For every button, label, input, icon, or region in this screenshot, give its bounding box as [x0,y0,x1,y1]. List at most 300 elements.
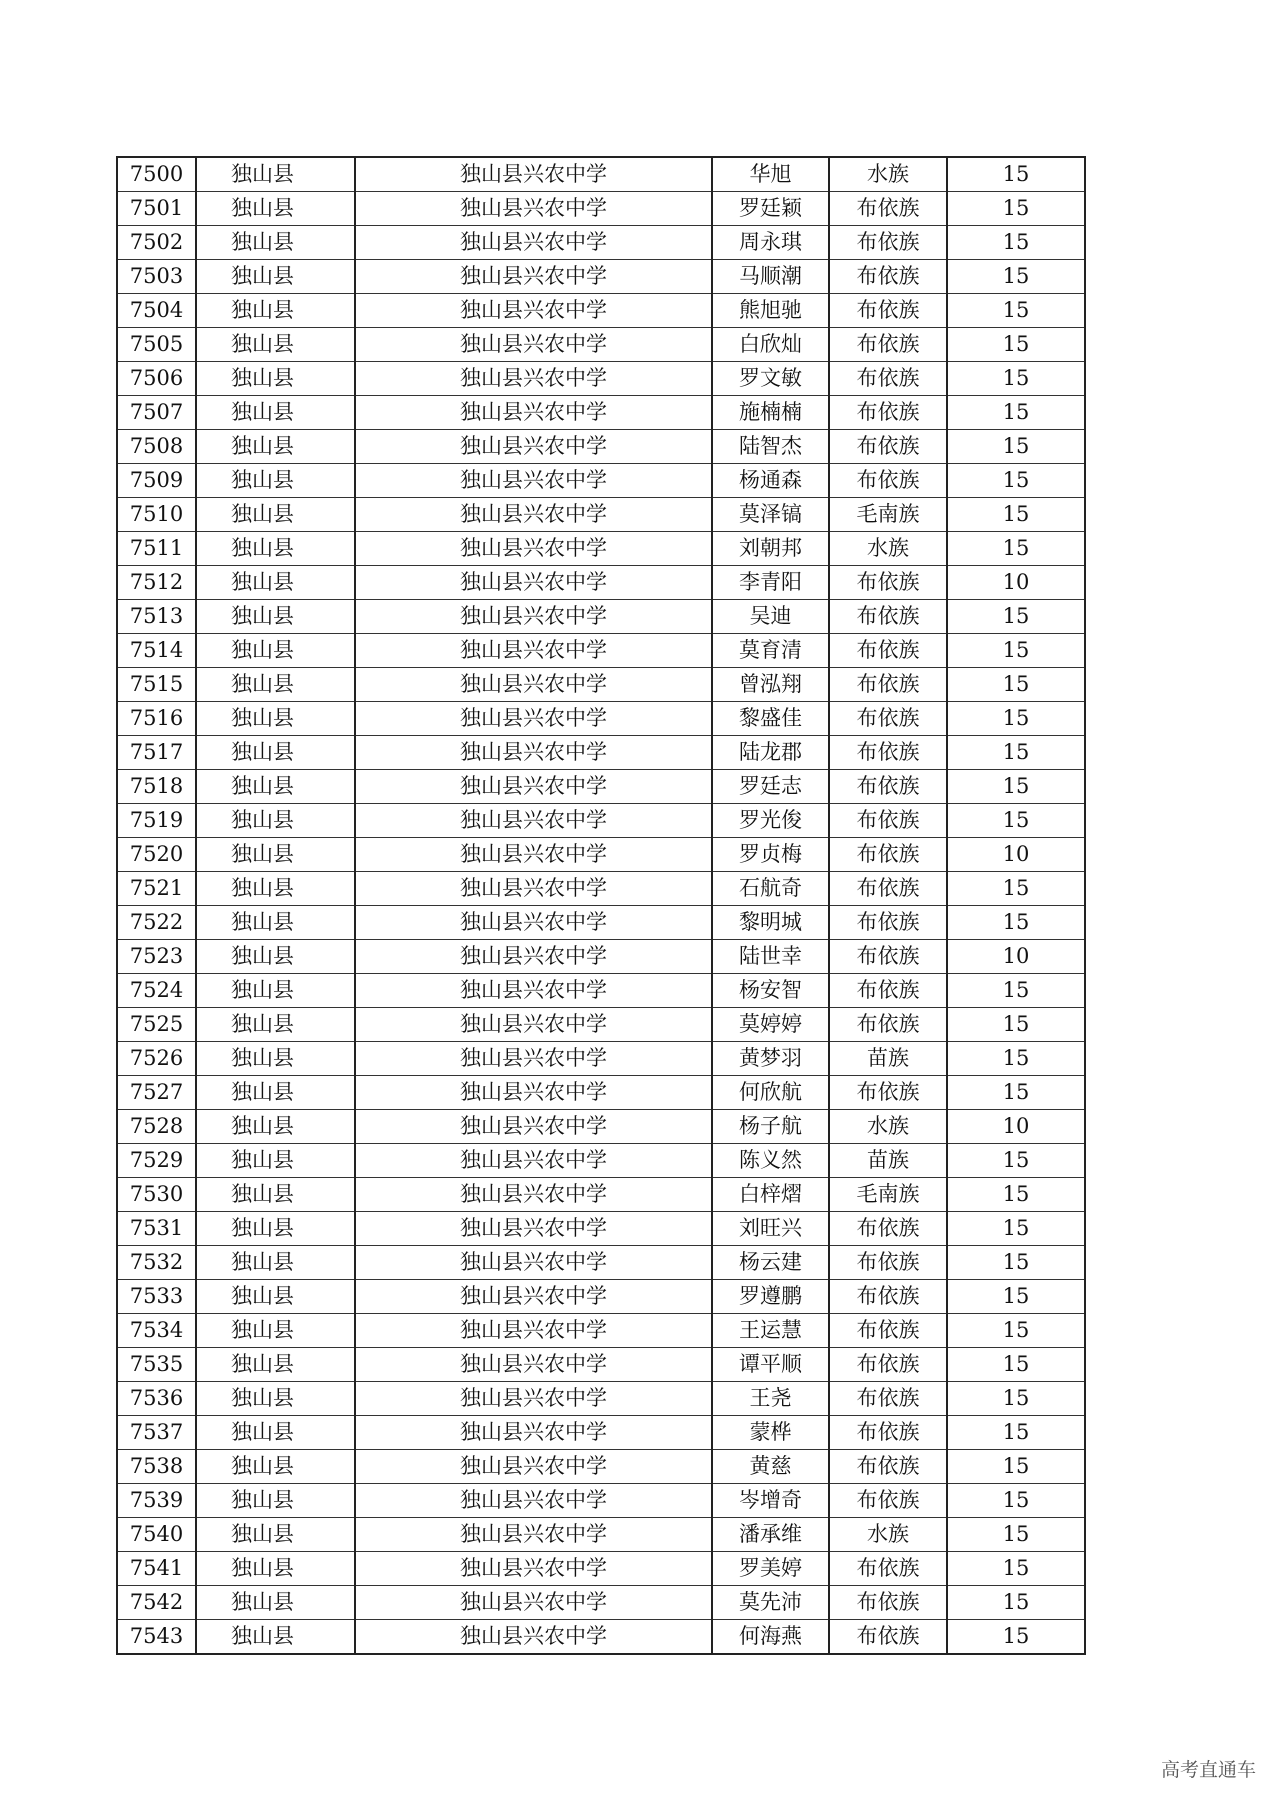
roster-table-body [117,157,1085,1654]
county-cell: 独山县 [196,1620,355,1655]
row-number-cell: 7513 [117,600,196,634]
score-cell: 15 [947,362,1085,396]
table-row [117,430,1085,464]
row-number-cell: 7541 [117,1552,196,1586]
ethnicity-cell: 毛南族 [829,498,947,532]
score-cell: 15 [947,464,1085,498]
county-cell: 独山县 [196,1144,355,1178]
ethnicity-cell: 布依族 [829,1280,947,1314]
school-cell: 独山县兴农中学 [355,1042,712,1076]
score-cell: 15 [947,736,1085,770]
ethnicity-cell: 布依族 [829,1484,947,1518]
student-name-cell: 白欣灿 [712,328,829,362]
ethnicity-cell: 布依族 [829,838,947,872]
school-cell: 独山县兴农中学 [355,1450,712,1484]
ethnicity-cell: 苗族 [829,1042,947,1076]
school-cell: 独山县兴农中学 [355,566,712,600]
table-row [117,1620,1085,1655]
ethnicity-cell: 布依族 [829,1008,947,1042]
ethnicity-cell: 布依族 [829,770,947,804]
row-number-cell: 7537 [117,1416,196,1450]
county-cell: 独山县 [196,804,355,838]
score-cell: 15 [947,1382,1085,1416]
school-cell: 独山县兴农中学 [355,1280,712,1314]
student-name-cell: 陆世幸 [712,940,829,974]
table-row [117,1212,1085,1246]
school-cell: 独山县兴农中学 [355,1620,712,1655]
school-cell: 独山县兴农中学 [355,294,712,328]
school-cell: 独山县兴农中学 [355,532,712,566]
score-cell: 15 [947,1484,1085,1518]
county-cell: 独山县 [196,1314,355,1348]
school-cell: 独山县兴农中学 [355,1382,712,1416]
student-name-cell: 杨云建 [712,1246,829,1280]
score-cell: 15 [947,634,1085,668]
student-name-cell: 马顺潮 [712,260,829,294]
table-row [117,872,1085,906]
ethnicity-cell: 毛南族 [829,1178,947,1212]
table-row [117,532,1085,566]
student-name-cell: 白梓熠 [712,1178,829,1212]
row-number-cell: 7539 [117,1484,196,1518]
score-cell: 15 [947,974,1085,1008]
school-cell: 独山县兴农中学 [355,838,712,872]
ethnicity-cell: 布依族 [829,566,947,600]
table-row [117,1246,1085,1280]
county-cell: 独山县 [196,736,355,770]
table-row [117,1076,1085,1110]
county-cell: 独山县 [196,1586,355,1620]
ethnicity-cell: 布依族 [829,736,947,770]
table-row [117,702,1085,736]
ethnicity-cell: 布依族 [829,1620,947,1655]
student-name-cell: 刘旺兴 [712,1212,829,1246]
student-name-cell: 石航奇 [712,872,829,906]
ethnicity-cell: 苗族 [829,1144,947,1178]
score-cell: 15 [947,294,1085,328]
ethnicity-cell: 布依族 [829,872,947,906]
county-cell: 独山县 [196,260,355,294]
table-row [117,770,1085,804]
row-number-cell: 7531 [117,1212,196,1246]
score-cell: 15 [947,498,1085,532]
score-cell: 15 [947,1212,1085,1246]
county-cell: 独山县 [196,906,355,940]
school-cell: 独山县兴农中学 [355,1484,712,1518]
school-cell: 独山县兴农中学 [355,464,712,498]
school-cell: 独山县兴农中学 [355,600,712,634]
table-row [117,396,1085,430]
county-cell: 独山县 [196,1076,355,1110]
ethnicity-cell: 布依族 [829,430,947,464]
student-name-cell: 莫育清 [712,634,829,668]
student-name-cell: 罗美婷 [712,1552,829,1586]
student-name-cell: 罗廷颖 [712,192,829,226]
score-cell: 15 [947,1144,1085,1178]
table-row [117,634,1085,668]
school-cell: 独山县兴农中学 [355,1008,712,1042]
ethnicity-cell: 水族 [829,157,947,192]
row-number-cell: 7507 [117,396,196,430]
row-number-cell: 7535 [117,1348,196,1382]
table-row [117,1450,1085,1484]
county-cell: 独山县 [196,1484,355,1518]
row-number-cell: 7512 [117,566,196,600]
ethnicity-cell: 布依族 [829,702,947,736]
row-number-cell: 7500 [117,157,196,192]
score-cell: 15 [947,157,1085,192]
county-cell: 独山县 [196,1348,355,1382]
score-cell: 15 [947,702,1085,736]
score-cell: 15 [947,1280,1085,1314]
county-cell: 独山县 [196,770,355,804]
table-row [117,1110,1085,1144]
student-name-cell: 杨安智 [712,974,829,1008]
school-cell: 独山县兴农中学 [355,1110,712,1144]
score-cell: 15 [947,1620,1085,1655]
table-row [117,940,1085,974]
ethnicity-cell: 布依族 [829,1076,947,1110]
school-cell: 独山县兴农中学 [355,736,712,770]
ethnicity-cell: 布依族 [829,1348,947,1382]
county-cell: 独山县 [196,464,355,498]
row-number-cell: 7530 [117,1178,196,1212]
ethnicity-cell: 水族 [829,1518,947,1552]
table-row [117,1144,1085,1178]
table-row [117,1348,1085,1382]
row-number-cell: 7503 [117,260,196,294]
student-name-cell: 曾泓翔 [712,668,829,702]
county-cell: 独山县 [196,1552,355,1586]
student-name-cell: 熊旭驰 [712,294,829,328]
student-name-cell: 吴迪 [712,600,829,634]
row-number-cell: 7506 [117,362,196,396]
ethnicity-cell: 布依族 [829,226,947,260]
score-cell: 10 [947,1110,1085,1144]
table-row [117,974,1085,1008]
ethnicity-cell: 布依族 [829,1450,947,1484]
table-row [117,192,1085,226]
county-cell: 独山县 [196,1008,355,1042]
table-row [117,1280,1085,1314]
table-row [117,736,1085,770]
county-cell: 独山县 [196,226,355,260]
row-number-cell: 7516 [117,702,196,736]
student-name-cell: 莫婷婷 [712,1008,829,1042]
row-number-cell: 7522 [117,906,196,940]
ethnicity-cell: 水族 [829,532,947,566]
table-row [117,362,1085,396]
score-cell: 10 [947,838,1085,872]
row-number-cell: 7502 [117,226,196,260]
row-number-cell: 7525 [117,1008,196,1042]
row-number-cell: 7527 [117,1076,196,1110]
ethnicity-cell: 布依族 [829,260,947,294]
school-cell: 独山县兴农中学 [355,362,712,396]
table-row [117,328,1085,362]
ethnicity-cell: 布依族 [829,1314,947,1348]
county-cell: 独山县 [196,1110,355,1144]
student-name-cell: 何欣航 [712,1076,829,1110]
score-cell: 15 [947,328,1085,362]
table-row [117,1314,1085,1348]
county-cell: 独山县 [196,498,355,532]
ethnicity-cell: 布依族 [829,464,947,498]
county-cell: 独山县 [196,872,355,906]
score-cell: 15 [947,1076,1085,1110]
ethnicity-cell: 布依族 [829,1246,947,1280]
student-name-cell: 潘承维 [712,1518,829,1552]
row-number-cell: 7523 [117,940,196,974]
student-name-cell: 罗贞梅 [712,838,829,872]
school-cell: 独山县兴农中学 [355,668,712,702]
row-number-cell: 7519 [117,804,196,838]
student-name-cell: 罗遵鹏 [712,1280,829,1314]
school-cell: 独山县兴农中学 [355,260,712,294]
score-cell: 15 [947,1348,1085,1382]
county-cell: 独山县 [196,634,355,668]
roster-table [116,156,1086,1655]
student-name-cell: 何海燕 [712,1620,829,1655]
row-number-cell: 7501 [117,192,196,226]
table-row [117,1382,1085,1416]
score-cell: 15 [947,770,1085,804]
student-name-cell: 杨通森 [712,464,829,498]
county-cell: 独山县 [196,1416,355,1450]
score-cell: 15 [947,226,1085,260]
row-number-cell: 7542 [117,1586,196,1620]
score-cell: 15 [947,1178,1085,1212]
table-row [117,1042,1085,1076]
row-number-cell: 7543 [117,1620,196,1655]
county-cell: 独山县 [196,430,355,464]
student-name-cell: 蒙桦 [712,1416,829,1450]
school-cell: 独山县兴农中学 [355,872,712,906]
row-number-cell: 7514 [117,634,196,668]
student-name-cell: 黄梦羽 [712,1042,829,1076]
table-row [117,260,1085,294]
row-number-cell: 7518 [117,770,196,804]
ethnicity-cell: 布依族 [829,294,947,328]
score-cell: 15 [947,1042,1085,1076]
ethnicity-cell: 布依族 [829,804,947,838]
county-cell: 独山县 [196,600,355,634]
ethnicity-cell: 布依族 [829,668,947,702]
county-cell: 独山县 [196,362,355,396]
score-cell: 10 [947,940,1085,974]
student-name-cell: 刘朝邦 [712,532,829,566]
school-cell: 独山县兴农中学 [355,157,712,192]
county-cell: 独山县 [196,1178,355,1212]
student-name-cell: 谭平顺 [712,1348,829,1382]
ethnicity-cell: 布依族 [829,1382,947,1416]
school-cell: 独山县兴农中学 [355,974,712,1008]
student-name-cell: 李青阳 [712,566,829,600]
school-cell: 独山县兴农中学 [355,702,712,736]
score-cell: 15 [947,668,1085,702]
student-name-cell: 周永琪 [712,226,829,260]
score-cell: 15 [947,872,1085,906]
score-cell: 15 [947,804,1085,838]
table-row [117,294,1085,328]
student-name-cell: 罗廷志 [712,770,829,804]
student-name-cell: 陆智杰 [712,430,829,464]
school-cell: 独山县兴农中学 [355,1246,712,1280]
student-name-cell: 莫泽镐 [712,498,829,532]
school-cell: 独山县兴农中学 [355,804,712,838]
table-row [117,668,1085,702]
county-cell: 独山县 [196,1518,355,1552]
student-name-cell: 莫先沛 [712,1586,829,1620]
score-cell: 15 [947,1518,1085,1552]
row-number-cell: 7533 [117,1280,196,1314]
row-number-cell: 7528 [117,1110,196,1144]
ethnicity-cell: 布依族 [829,1416,947,1450]
school-cell: 独山县兴农中学 [355,1178,712,1212]
row-number-cell: 7529 [117,1144,196,1178]
row-number-cell: 7517 [117,736,196,770]
table-row [117,1178,1085,1212]
table-row [117,1518,1085,1552]
county-cell: 独山县 [196,1382,355,1416]
row-number-cell: 7534 [117,1314,196,1348]
county-cell: 独山县 [196,532,355,566]
ethnicity-cell: 布依族 [829,396,947,430]
ethnicity-cell: 布依族 [829,328,947,362]
county-cell: 独山县 [196,1450,355,1484]
row-number-cell: 7532 [117,1246,196,1280]
student-name-cell: 黎盛佳 [712,702,829,736]
score-cell: 15 [947,1008,1085,1042]
school-cell: 独山县兴农中学 [355,770,712,804]
school-cell: 独山县兴农中学 [355,1314,712,1348]
school-cell: 独山县兴农中学 [355,1416,712,1450]
score-cell: 15 [947,260,1085,294]
student-name-cell: 王运慧 [712,1314,829,1348]
county-cell: 独山县 [196,1042,355,1076]
county-cell: 独山县 [196,940,355,974]
ethnicity-cell: 布依族 [829,1586,947,1620]
ethnicity-cell: 布依族 [829,600,947,634]
county-cell: 独山县 [196,1280,355,1314]
student-name-cell: 陈义然 [712,1144,829,1178]
student-name-cell: 施楠楠 [712,396,829,430]
county-cell: 独山县 [196,702,355,736]
school-cell: 独山县兴农中学 [355,1552,712,1586]
school-cell: 独山县兴农中学 [355,1212,712,1246]
table-row [117,906,1085,940]
county-cell: 独山县 [196,396,355,430]
score-cell: 15 [947,396,1085,430]
row-number-cell: 7521 [117,872,196,906]
school-cell: 独山县兴农中学 [355,906,712,940]
county-cell: 独山县 [196,1212,355,1246]
score-cell: 15 [947,192,1085,226]
county-cell: 独山县 [196,974,355,1008]
school-cell: 独山县兴农中学 [355,192,712,226]
school-cell: 独山县兴农中学 [355,328,712,362]
row-number-cell: 7509 [117,464,196,498]
student-name-cell: 岑增奇 [712,1484,829,1518]
watermark: 高考直通车 [1160,1759,1256,1781]
table-row [117,566,1085,600]
school-cell: 独山县兴农中学 [355,1076,712,1110]
ethnicity-cell: 布依族 [829,1212,947,1246]
ethnicity-cell: 布依族 [829,192,947,226]
score-cell: 15 [947,600,1085,634]
score-cell: 15 [947,906,1085,940]
ethnicity-cell: 布依族 [829,1552,947,1586]
school-cell: 独山县兴农中学 [355,226,712,260]
county-cell: 独山县 [196,566,355,600]
score-cell: 15 [947,1450,1085,1484]
table-row [117,838,1085,872]
score-cell: 15 [947,1416,1085,1450]
student-name-cell: 罗光俊 [712,804,829,838]
table-row [117,498,1085,532]
row-number-cell: 7515 [117,668,196,702]
school-cell: 独山县兴农中学 [355,1144,712,1178]
student-name-cell: 黎明城 [712,906,829,940]
ethnicity-cell: 布依族 [829,940,947,974]
table-row [117,1008,1085,1042]
table-row [117,1484,1085,1518]
row-number-cell: 7538 [117,1450,196,1484]
table-row [117,226,1085,260]
row-number-cell: 7505 [117,328,196,362]
table-row [117,1416,1085,1450]
row-number-cell: 7511 [117,532,196,566]
score-cell: 10 [947,566,1085,600]
ethnicity-cell: 布依族 [829,634,947,668]
school-cell: 独山县兴农中学 [355,498,712,532]
county-cell: 独山县 [196,328,355,362]
student-name-cell: 华旭 [712,157,829,192]
score-cell: 15 [947,532,1085,566]
table-row [117,1586,1085,1620]
row-number-cell: 7536 [117,1382,196,1416]
score-cell: 15 [947,430,1085,464]
row-number-cell: 7510 [117,498,196,532]
score-cell: 15 [947,1552,1085,1586]
county-cell: 独山县 [196,838,355,872]
county-cell: 独山县 [196,294,355,328]
table-row [117,600,1085,634]
table-row [117,804,1085,838]
student-name-cell: 王尧 [712,1382,829,1416]
student-name-cell: 杨子航 [712,1110,829,1144]
table-row [117,1552,1085,1586]
school-cell: 独山县兴农中学 [355,1586,712,1620]
row-number-cell: 7526 [117,1042,196,1076]
school-cell: 独山县兴农中学 [355,1348,712,1382]
school-cell: 独山县兴农中学 [355,634,712,668]
school-cell: 独山县兴农中学 [355,940,712,974]
school-cell: 独山县兴农中学 [355,396,712,430]
row-number-cell: 7520 [117,838,196,872]
county-cell: 独山县 [196,192,355,226]
row-number-cell: 7540 [117,1518,196,1552]
row-number-cell: 7508 [117,430,196,464]
table-row [117,157,1085,192]
county-cell: 独山县 [196,1246,355,1280]
student-name-cell: 黄慈 [712,1450,829,1484]
school-cell: 独山县兴农中学 [355,430,712,464]
county-cell: 独山县 [196,668,355,702]
score-cell: 15 [947,1314,1085,1348]
ethnicity-cell: 布依族 [829,906,947,940]
county-cell: 独山县 [196,157,355,192]
